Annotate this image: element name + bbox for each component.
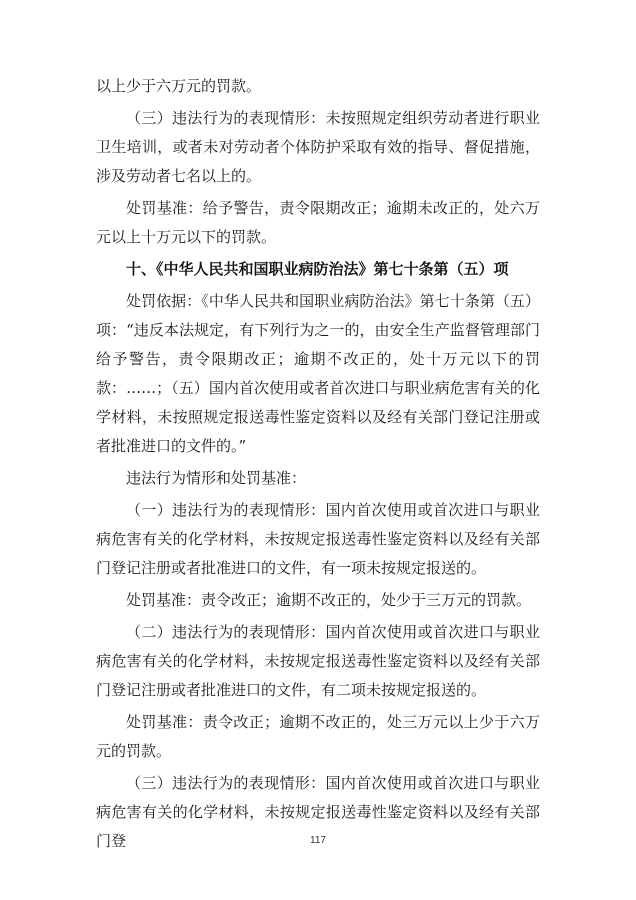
paragraph-situations-intro: 违法行为情形和处罚基准： bbox=[126, 469, 307, 487]
paragraph-continuation: 以上少于六万元的罚款。 bbox=[96, 77, 262, 95]
paragraph-case-three: （三）违法行为的表现情形：国内首次使用或首次进口与职业病危害有关的化学材料，未按规定报送毒性鉴定资料以及经有关部门登 bbox=[96, 774, 540, 850]
section-heading-article-70: 十、《中华人民共和国职业病防治法》第七十条第（五）项 bbox=[126, 260, 509, 278]
page-number: 117 bbox=[310, 835, 326, 846]
paragraph-case-two-penalty: 处罚基准：责令改正；逾期不改正的，处三万元以上少于六万元的罚款。 bbox=[96, 713, 540, 760]
document-body bbox=[96, 72, 540, 859]
paragraph-case-three-training: （三）违法行为的表现情形：未按照规定组织劳动者进行职业卫生培训，或者未对劳动者个体防护采取有效的指导、督促措施，涉及劳动者七名以上的。 bbox=[96, 109, 540, 185]
paragraph-case-one: （一）违法行为的表现情形：国内首次使用或首次进口与职业病危害有关的化学材料，未按规定报送毒性鉴定资料以及经有关部门登记注册或者批准进口的文件，有一项未按规定报送的。 bbox=[96, 501, 540, 577]
paragraph-case-two: （二）违法行为的表现情形：国内首次使用或首次进口与职业病危害有关的化学材料，未按规定报送毒性鉴定资料以及经有关部门登记注册或者批准进口的文件，有二项未按规定报送的。 bbox=[96, 623, 540, 699]
paragraph-penalty-standard: 处罚基准：给予警告，责令限期改正；逾期未改正的，处六万元以上十万元以下的罚款。 bbox=[96, 199, 540, 246]
paragraph-penalty-basis: 处罚依据：《中华人民共和国职业病防治法》第七十条第（五）项：“违反本法规定，有下列行为之一的，由安全生产监督管理部门给予警告，责令限期改正；逾期不改正的，处十万元以下的罚款：……；（五）国内首次使用或者首次进口与职业病危害有关的化学材料，未按照规定报送毒性鉴定资料以及经有关部门登记注册或者批准进口的文件的。” bbox=[96, 292, 540, 455]
paragraph-case-one-penalty: 处罚基准：责令改正；逾期不改正的，处少于三万元的罚款。 bbox=[126, 591, 532, 609]
